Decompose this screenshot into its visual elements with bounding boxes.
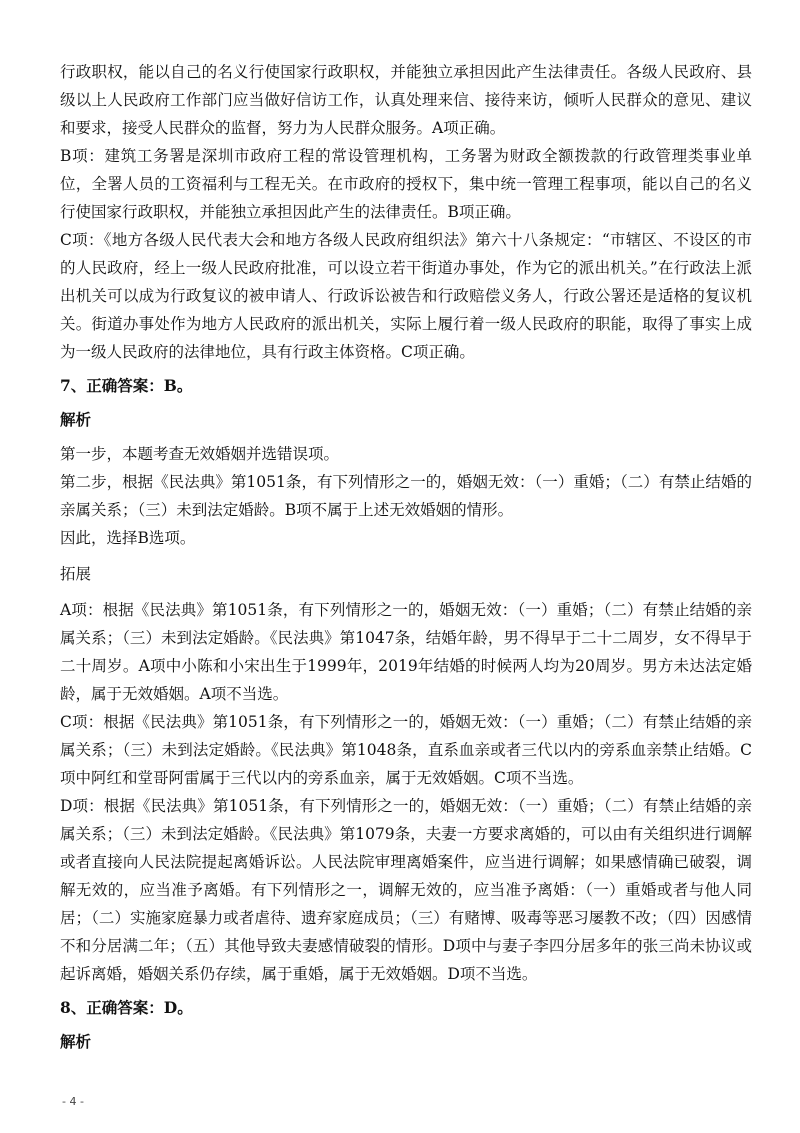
section-heading: 8、正确答案：D。 <box>60 998 193 1017</box>
paragraph: 第二步，根据《民法典》第1051条，有下列情形之一的，婚姻无效：（一）重婚；（二）有禁止结婚的亲属关系；（三）未到法定婚龄。B项不属于上述无效婚姻的情形。 <box>60 473 752 519</box>
paragraph: B项：建筑工务署是深圳市政府工程的常设管理机构，工务署为财政全额拨款的行政管理类事业单位，全署人员的工资福利与工程无关。在市政府的授权下，集中统一管理工程事项，能以自己的名义行使国家行政职权，并能独立承担因此产生的法律责任。B项正确。 <box>60 147 752 221</box>
section-heading: 7、正确答案：B。 <box>60 376 193 395</box>
paragraph: C项：根据《民法典》第1051条，有下列情形之一的，婚姻无效：（一）重婚；（二）有禁止结婚的亲属关系；（三）未到法定婚龄。《民法典》第1048条，直系血亲或者三代以内的旁系血亲禁止结婚。C项中阿红和堂哥阿雷属于三代以内的旁系血亲，属于无效婚姻。C项不当选。 <box>60 713 752 787</box>
document-body <box>60 58 752 1056</box>
paragraph: D项：根据《民法典》第1051条，有下列情形之一的，婚姻无效：（一）重婚；（二）有禁止结婚的亲属关系；（三）未到法定婚龄。《民法典》第1079条，夫妻一方要求离婚的，可以由有关组织进行调解或者直接向人民法院提起离婚诉讼。人民法院审理离婚案件，应当进行调解；如果感情确已破裂，调解无效的，应当准予离婚。有下列情形之一，调解无效的，应当准予离婚：（一）重婚或者与他人同居；（二）实施家庭暴力或者虐待、遗弃家庭成员；（三）有赌博、吸毒等恶习屡教不改；（四）因感情不和分居满二年；（五）其他导致夫妻感情破裂的情形。D项中与妻子李四分居多年的张三尚未协议或起诉离婚，婚姻关系仍存续，属于重婚，属于无效婚姻。D项不当选。 <box>60 797 752 983</box>
page-number: - 4 - <box>62 1095 84 1108</box>
section-heading: 解析 <box>60 1032 92 1051</box>
paragraph: 行政职权，能以自己的名义行使国家行政职权，并能独立承担因此产生法律责任。各级人民政府、县级以上人民政府工作部门应当做好信访工作，认真处理来信、接待来访，倾听人民群众的意见、建议和要求，接受人民群众的监督，努力为人民群众服务。A项正确。 <box>60 63 752 137</box>
paragraph: 第一步，本题考查无效婚姻并选错误项。 <box>60 445 340 463</box>
paragraph: 因此，选择B选项。 <box>60 529 196 547</box>
paragraph: C项：《地方各级人民代表大会和地方各级人民政府组织法》第六十八条规定：“市辖区、不设区的市的人民政府，经上一级人民政府批准，可以设立若干街道办事处，作为它的派出机关。”在行政法上派出机关可以成为行政复议的被申请人、行政诉讼被告和行政赔偿义务人，行政公署还是适格的复议机关。街道办事处作为地方人民政府的派出机关，实际上履行着一级人民政府的职能，取得了事实上成为一级人民政府的法律地位，具有行政主体资格。C项正确。 <box>60 231 752 361</box>
paragraph: A项：根据《民法典》第1051条，有下列情形之一的，婚姻无效：（一）重婚；（二）有禁止结婚的亲属关系；（三）未到法定婚龄。《民法典》第1047条，结婚年龄，男不得早于二十二周岁，女不得早于二十周岁。A项中小陈和小宋出生于1999年，2019年结婚的时候两人均为20周岁。男方未达法定婚龄，属于无效婚姻。A项不当选。 <box>60 601 752 703</box>
section-heading: 解析 <box>60 410 92 429</box>
paragraph: 拓展 <box>60 565 92 583</box>
